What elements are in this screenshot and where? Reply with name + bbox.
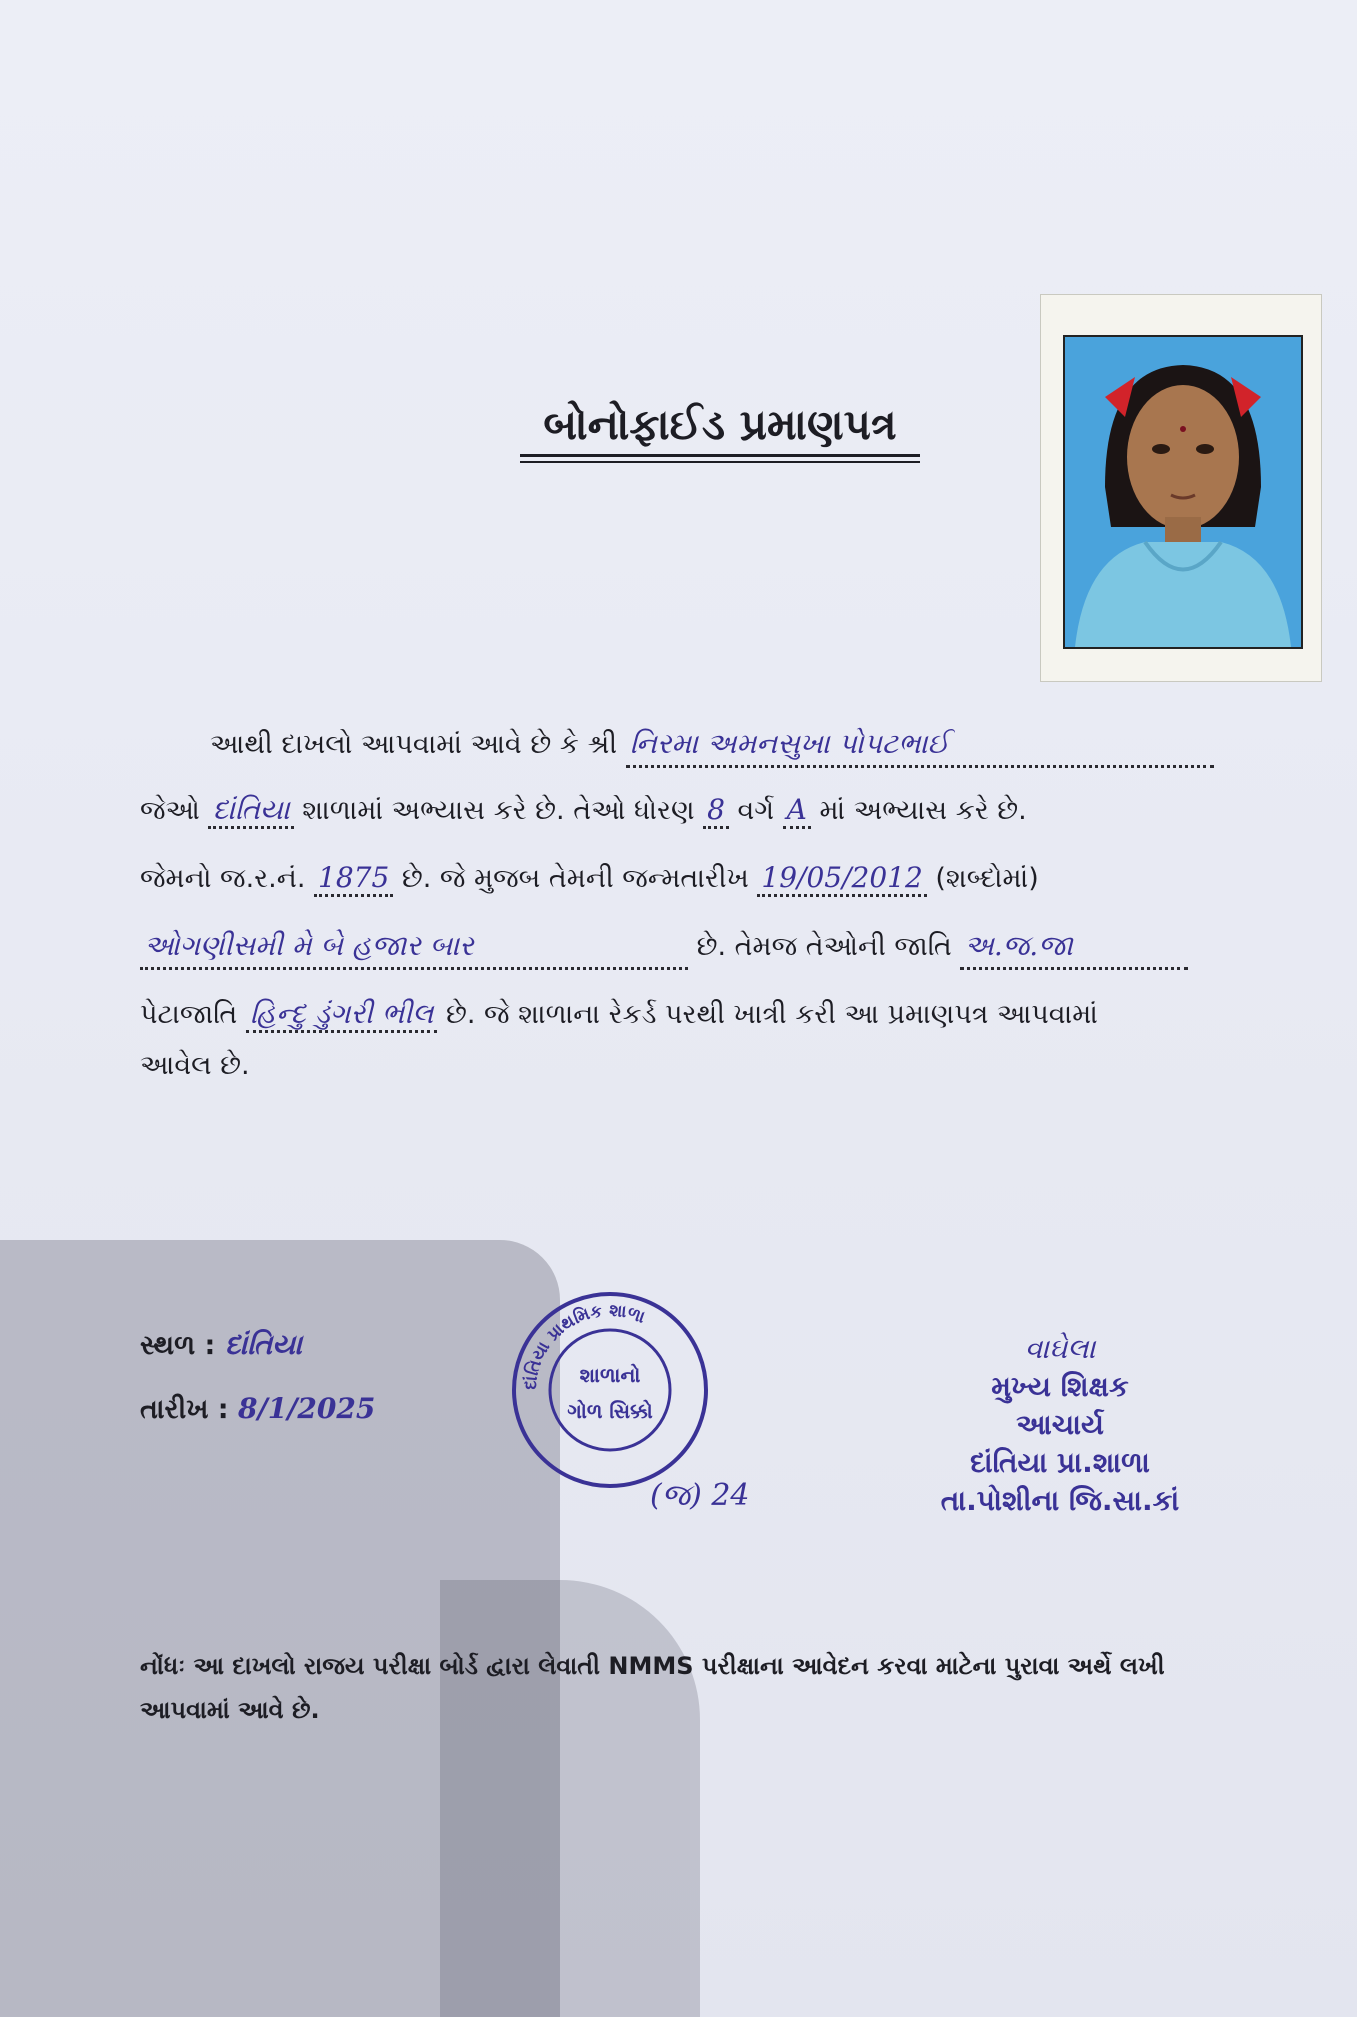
text-l5-suffix: છે. જે શાળાના રેકર્ડ પરથી ખાત્રી કરી આ પ્રમાણપત્ર આપવામાં (446, 999, 1098, 1030)
school-name: દાંતિયા (212, 793, 290, 826)
division-field (783, 795, 811, 829)
dob-value: 19/05/2012 (761, 861, 923, 894)
seal-signature-note: (જ) 24 (650, 1478, 750, 1513)
seal-center-line2: ગોળ સિક્કો (567, 1399, 653, 1423)
text-l4-mid: છે. તેમજ તેઓની જાતિ (696, 931, 952, 962)
footer-note: નોંધઃ આ દાખલો રાજય પરીક્ષા બોર્ડ દ્વારા લેવાતી NMMS પરીક્ષાના આવેદન કરવા માટેના પુરાવા અર્થે લખી આપવામાં આવે છે. (140, 1652, 1165, 1724)
student-photo-frame (1040, 294, 1322, 682)
dob-field (757, 863, 926, 897)
school-field (208, 795, 293, 829)
text-l2-prefix: જેઓ (140, 795, 200, 826)
text-l2-mid2: વર્ગ (737, 795, 775, 826)
student-name-field (626, 724, 1214, 768)
date-label: તારીખ : (140, 1394, 229, 1425)
dob-words-field (140, 926, 688, 970)
standard-field (703, 795, 729, 829)
seal-center-line1: શાળાનો (579, 1363, 641, 1387)
seal-ring-text: દાંતિયા પ્રાથમિક શાળા (520, 1300, 648, 1391)
place-row (140, 1328, 302, 1362)
standard-value: 8 (707, 793, 725, 826)
body-line-3 (140, 858, 1300, 899)
student-name: નિરમા અમનસુખા પોપટભાઈ (629, 727, 950, 760)
place-label: સ્થળ : (140, 1330, 216, 1361)
text-l3-prefix: જેમનો જ.ર.નં. (140, 863, 306, 894)
designation-line3: દાંતિયા પ્રા.શાળા (970, 1446, 1150, 1479)
place-value: દાંતિયા (224, 1328, 302, 1361)
gr-number: 1875 (318, 861, 390, 894)
dob-words: ઓગણીસમી મે બે હજાર બાર (144, 929, 474, 962)
sub-caste-field (246, 999, 438, 1033)
designation-line4: તા.પોશીના જિ.સા.કાં (940, 1484, 1180, 1517)
sub-caste-value: હિન્દુ ડુંગરી ભીલ (249, 997, 434, 1030)
headmaster-signature-block (910, 1330, 1210, 1520)
certificate-title: બોનોફાઈડ પ્રમાણપત્ર (520, 400, 920, 457)
text-l3-suffix: (શબ્દોમાં) (935, 863, 1039, 894)
student-photo (1063, 335, 1303, 649)
body-line-6 (140, 1046, 1300, 1086)
gr-number-field (314, 863, 393, 897)
division-value: A (786, 793, 807, 826)
caste-field (960, 926, 1188, 970)
text-l2-suffix: માં અભ્યાસ કરે છે. (819, 795, 1027, 826)
body-line-1 (210, 724, 1300, 768)
handwritten-signature: વાઘેલા (1024, 1332, 1096, 1365)
text-l2-mid1: શાળામાં અભ્યાસ કરે છે. તેઓ ધોરણ (302, 795, 695, 826)
designation-line1: મુખ્ય શિક્ષક (991, 1370, 1129, 1403)
caste-value: અ.જ.જા (964, 929, 1073, 962)
date-value: 8/1/2025 (238, 1392, 376, 1425)
body-line-4 (140, 926, 1300, 970)
text-l5-prefix: પેટાજાતિ (140, 999, 238, 1030)
designation-line2: આચાર્ય (1016, 1408, 1104, 1441)
text-l3-mid: છે. જે મુજબ તેમની જન્મતારીખ (401, 863, 749, 894)
school-seal (510, 1290, 710, 1490)
date-row (140, 1392, 375, 1426)
body-line-5 (140, 994, 1300, 1035)
body-line-2 (140, 790, 1300, 831)
text-l1-prefix: આથી દાખલો આપવામાં આવે છે કે શ્રી (210, 729, 618, 760)
text-l6: આવેલ છે. (140, 1050, 250, 1081)
